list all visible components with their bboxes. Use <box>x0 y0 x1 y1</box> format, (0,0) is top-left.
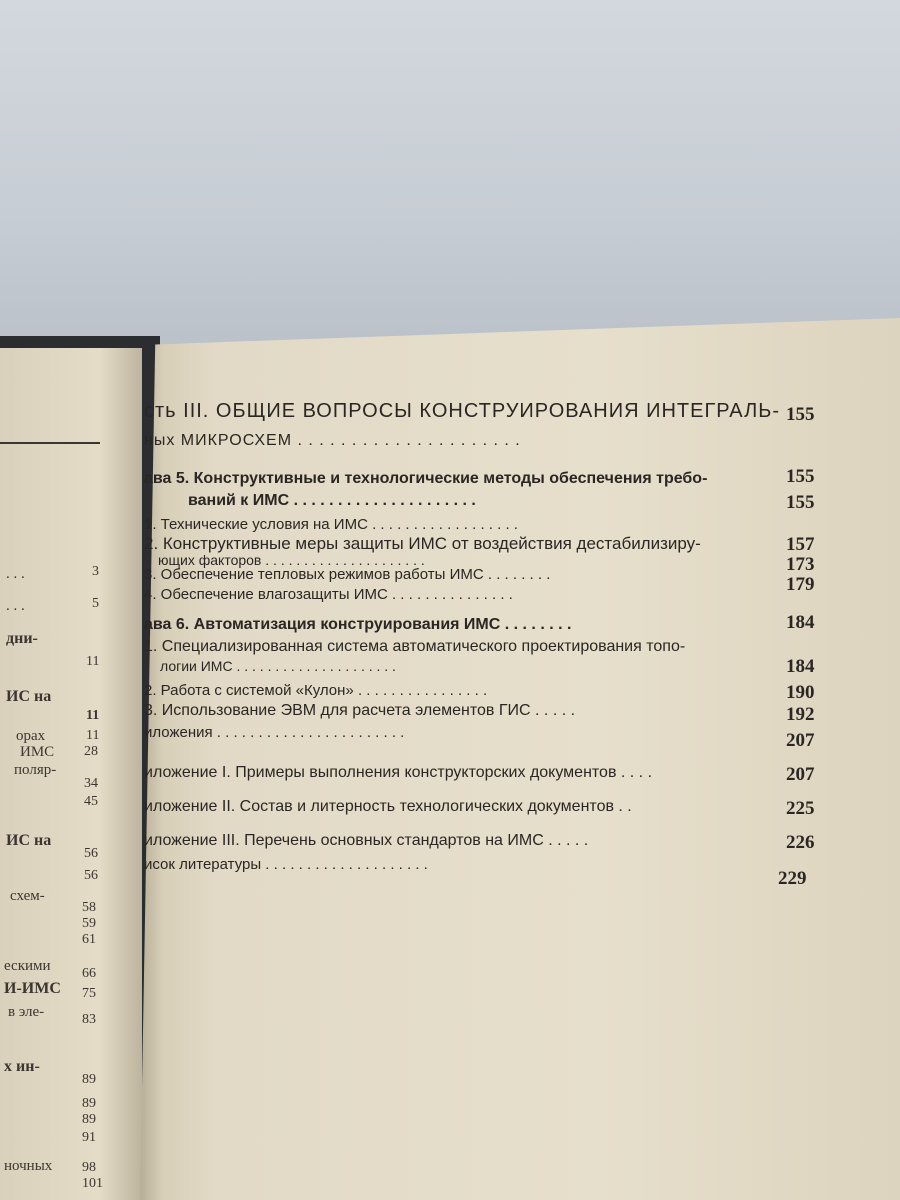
left-fragment: 61 <box>82 932 96 947</box>
left-fragment: ИС на <box>6 688 52 705</box>
toc-appendix-2: иложение II. Состав и литерность технологических документов . . <box>144 798 632 815</box>
toc-page-number: 173 <box>786 554 815 575</box>
left-dots: . . . <box>6 566 25 582</box>
toc-section-6-2: 2. Работа с системой «Кулон» . . . . . . . . . . . . . . . . <box>144 682 488 699</box>
toc-page-number: 207 <box>786 730 815 751</box>
right-page-toc <box>140 318 900 1200</box>
toc-chapter-6: ава 6. Автоматизация конструирования ИМС . . . . . . . . <box>144 616 572 633</box>
toc-section-5-3: 3. Обеспечение тепловых режимов работы ИМС . . . . . . . . <box>144 566 551 583</box>
toc-part-title: сть III. ОБЩИЕ ВОПРОСЫ КОНСТРУИРОВАНИЯ ИНТЕГРАЛЬ- <box>144 400 780 422</box>
left-fragment: 83 <box>82 1012 96 1027</box>
left-fragment: дни- <box>6 630 38 647</box>
left-fragment: 45 <box>84 794 98 809</box>
left-fragment: 28 <box>84 744 98 759</box>
toc-page-number: 157 <box>786 534 815 555</box>
toc-appendices: иложения . . . . . . . . . . . . . . . . . . . . . . . <box>144 724 405 741</box>
toc-page-number: 190 <box>786 682 815 703</box>
toc-appendix-3: иложение III. Перечень основных стандартов на ИМС . . . . . <box>144 832 589 849</box>
left-page <box>0 348 142 1200</box>
left-fragment: 59 <box>82 916 96 931</box>
left-fragment: 3 <box>92 564 99 579</box>
left-fragment: 89 <box>82 1112 96 1127</box>
left-page-rule <box>0 442 100 444</box>
toc-page-number: 155 <box>786 492 815 513</box>
toc-section-5-1: 1. Технические условия на ИМС . . . . . . . . . . . . . . . . . . <box>144 516 518 533</box>
left-fragment: 89 <box>82 1072 96 1087</box>
toc-page-number: 229 <box>778 868 807 889</box>
background-wall <box>0 0 900 360</box>
toc-page-number: 226 <box>786 832 815 853</box>
left-fragment: поляр- <box>14 762 57 778</box>
toc-part-title-cont: ных МИКРОСХЕМ . . . . . . . . . . . . . . . . . . . . . <box>144 432 521 449</box>
left-fragment: ескими <box>4 958 51 974</box>
toc-chapter-5: ава 5. Конструктивные и технологические методы обеспечения требо- <box>144 470 708 487</box>
toc-appendix-1: иложение I. Примеры выполнения конструкторских документов . . . . <box>144 764 653 781</box>
left-fragment: 11 <box>86 708 100 723</box>
toc-page-number: 179 <box>786 574 815 595</box>
left-fragment: х ин- <box>4 1058 40 1075</box>
left-fragment: схем- <box>10 888 45 904</box>
toc-section-6-1: 1. Специализированная система автоматического проектирования топо- <box>144 638 686 655</box>
toc-section-6-3: 3. Использование ЭВМ для расчета элементов ГИС . . . . . <box>144 702 576 719</box>
toc-section-5-4: 4. Обеспечение влагозащиты ИМС . . . . . . . . . . . . . . . <box>144 586 513 603</box>
left-fragment: ИМС <box>20 744 55 760</box>
toc-section-5-2-cont: ющих факторов . . . . . . . . . . . . . . . . . . . . . <box>158 552 425 568</box>
left-fragment: 34 <box>84 776 98 791</box>
left-fragment: 56 <box>84 846 98 861</box>
left-fragment: 11 <box>86 654 100 669</box>
left-fragment: в эле- <box>8 1004 45 1020</box>
left-fragment: И-ИМС <box>4 980 61 997</box>
left-fragment: 89 <box>82 1096 96 1111</box>
toc-section-5-2: 2. Конструктивные меры защиты ИМС от воздействия дестабилизиру- <box>144 534 701 553</box>
left-fragment: 11 <box>86 728 100 743</box>
left-fragment: 5 <box>92 596 99 611</box>
toc-page-number: 155 <box>786 404 815 425</box>
left-fragment: 56 <box>84 868 98 883</box>
toc-page-number: 184 <box>786 612 815 633</box>
toc-references: исок литературы . . . . . . . . . . . . . . . . . . . . <box>144 856 428 873</box>
left-dots: . . . <box>6 598 25 614</box>
left-fragment: 58 <box>82 900 96 915</box>
left-fragment: ночных <box>4 1158 53 1174</box>
toc-section-6-1-cont: логии ИМС . . . . . . . . . . . . . . . . . . . . . <box>160 658 396 674</box>
toc-page-number: 207 <box>786 764 815 785</box>
left-fragment: 75 <box>82 986 96 1001</box>
left-fragment: 101 <box>82 1176 103 1191</box>
left-fragment: 66 <box>82 966 96 981</box>
left-fragment: орах <box>16 728 46 744</box>
toc-page-number: 192 <box>786 704 815 725</box>
toc-chapter-5-cont: ваний к ИМС . . . . . . . . . . . . . . . . . . . . . <box>188 492 476 509</box>
left-fragment: 91 <box>82 1130 96 1145</box>
left-fragment: ИС на <box>6 832 52 849</box>
toc-page-number: 184 <box>786 656 815 677</box>
toc-page-number: 225 <box>786 798 815 819</box>
left-fragment: 98 <box>82 1160 96 1175</box>
toc-page-number: 155 <box>786 466 815 487</box>
